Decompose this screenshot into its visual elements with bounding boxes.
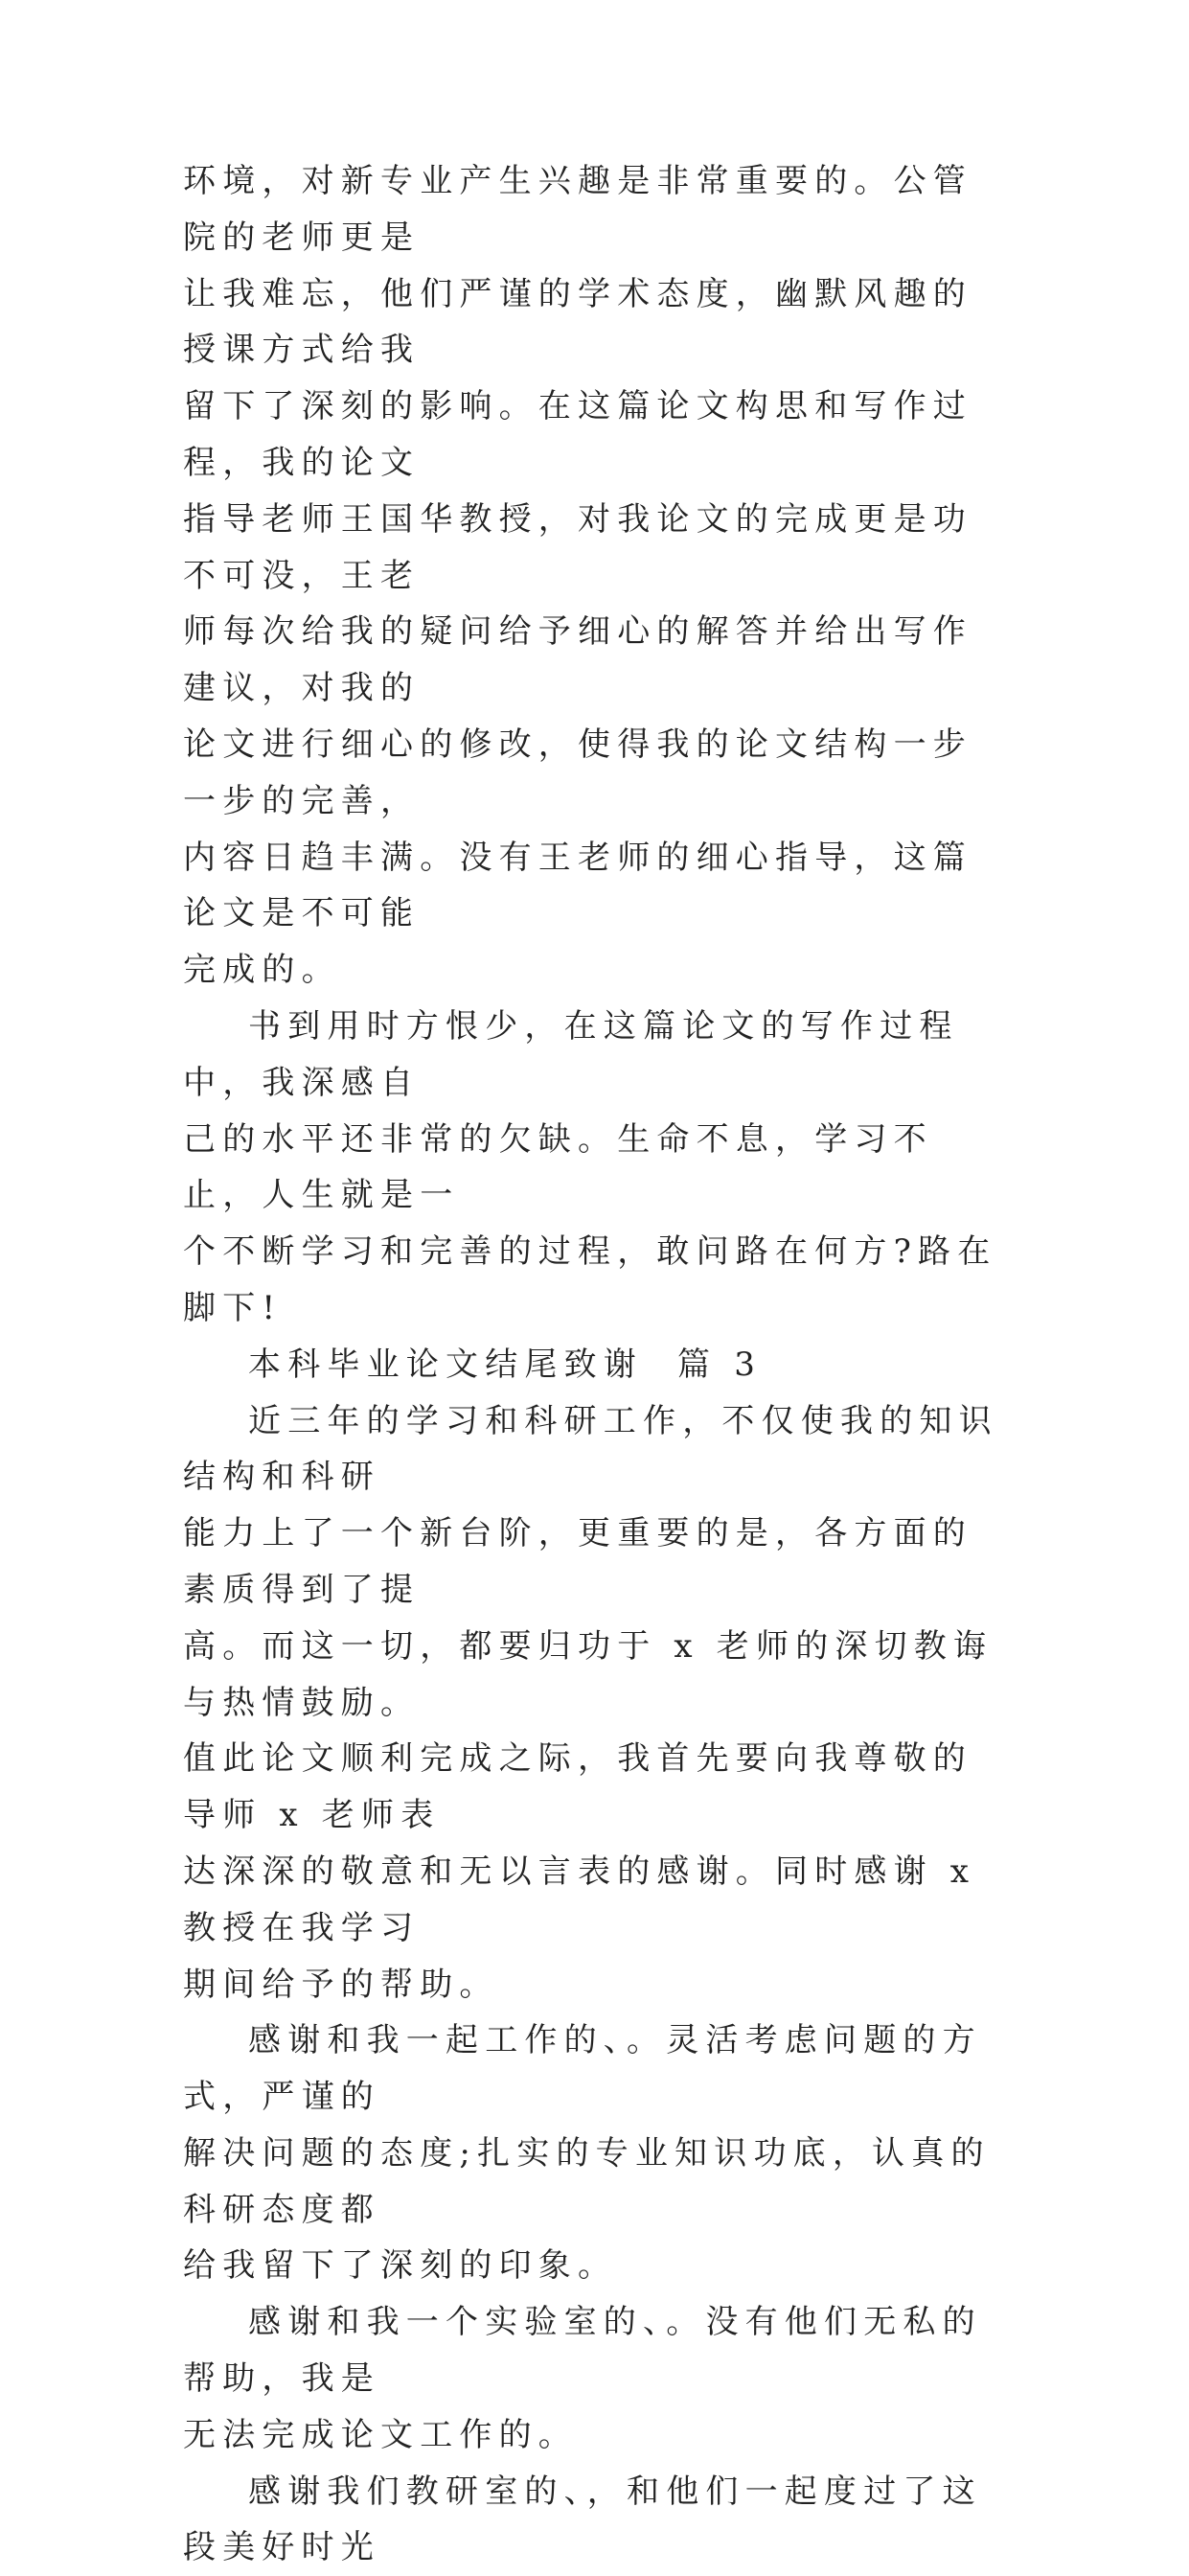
paragraph — [183, 2294, 1007, 2463]
text-line: 指导老师王国华教授，对我论文的完成更是功不可没，王老 — [183, 499, 972, 595]
paragraph — [183, 153, 1007, 999]
text-line: 值此论文顺利完成之际，我首先要向我尊敬的导师 x 老师表 — [183, 1739, 972, 1835]
section-heading — [183, 1337, 1007, 1393]
text-line: 个不断学习和完善的过程，敢问路在何方?路在脚下! — [183, 1232, 997, 1327]
text-line: 达深深的敬意和无以言表的感谢。同时感谢 x 教授在我学习 — [183, 1852, 976, 1947]
text-line: 能力上了一个新台阶，更重要的是，各方面的素质得到了提 — [183, 1514, 972, 1609]
paragraph — [183, 2012, 1007, 2294]
text-line: 让我难忘，他们严谨的学术态度，幽默风趣的授课方式给我 — [183, 274, 972, 370]
heading-text: 本科毕业论文结尾致谢 篇 3 — [248, 1345, 763, 1384]
paragraph — [183, 1393, 1007, 2013]
text-line: 完成的。 — [183, 951, 341, 990]
text-line: 近三年的学习和科研工作，不仅使我的知识结构和科研 — [183, 1401, 998, 1497]
text-line: 环境，对新专业产生兴趣是非常重要的。公管院的老师更是 — [183, 162, 972, 257]
paragraph — [183, 2464, 1007, 2576]
paragraph — [183, 999, 1007, 1337]
text-line: 留下了深刻的影响。在这篇论文构思和写作过程，我的论文 — [183, 387, 972, 482]
text-line: 书到用时方恨少，在这篇论文的写作过程中，我深感自 — [183, 1006, 959, 1102]
text-line: 感谢和我一起工作的、。灵活考虑问题的方式，严谨的 — [183, 2021, 982, 2117]
body-text — [183, 153, 1007, 2576]
text-line: 感谢我们教研室的、，和他们一起度过了这段美好时光 — [183, 2472, 982, 2567]
text-line: 期间给予的帮助。 — [183, 1965, 499, 2004]
text-line: 己的水平还非常的欠缺。生命不息，学习不止，人生就是一 — [183, 1119, 933, 1215]
text-line: 论文进行细心的修改，使得我的论文结构一步一步的完善， — [183, 724, 972, 820]
text-line: 内容日趋丰满。没有王老师的细心指导，这篇论文是不可能 — [183, 838, 972, 933]
text-line: 解决问题的态度;扎实的专业知识功底，认真的科研态度都 — [183, 2133, 991, 2229]
text-line: 给我留下了深刻的印象。 — [183, 2246, 618, 2286]
text-line: 无法完成论文工作的。 — [183, 2415, 578, 2454]
text-line: 师每次给我的疑问给予细心的解答并给出写作建议，对我的 — [183, 612, 972, 708]
text-line: 感谢和我一个实验室的、。没有他们无私的帮助，我是 — [183, 2303, 982, 2399]
text-line: 高。而这一切，都要归功于 x 老师的深切教诲与热情鼓励。 — [183, 1626, 994, 1722]
